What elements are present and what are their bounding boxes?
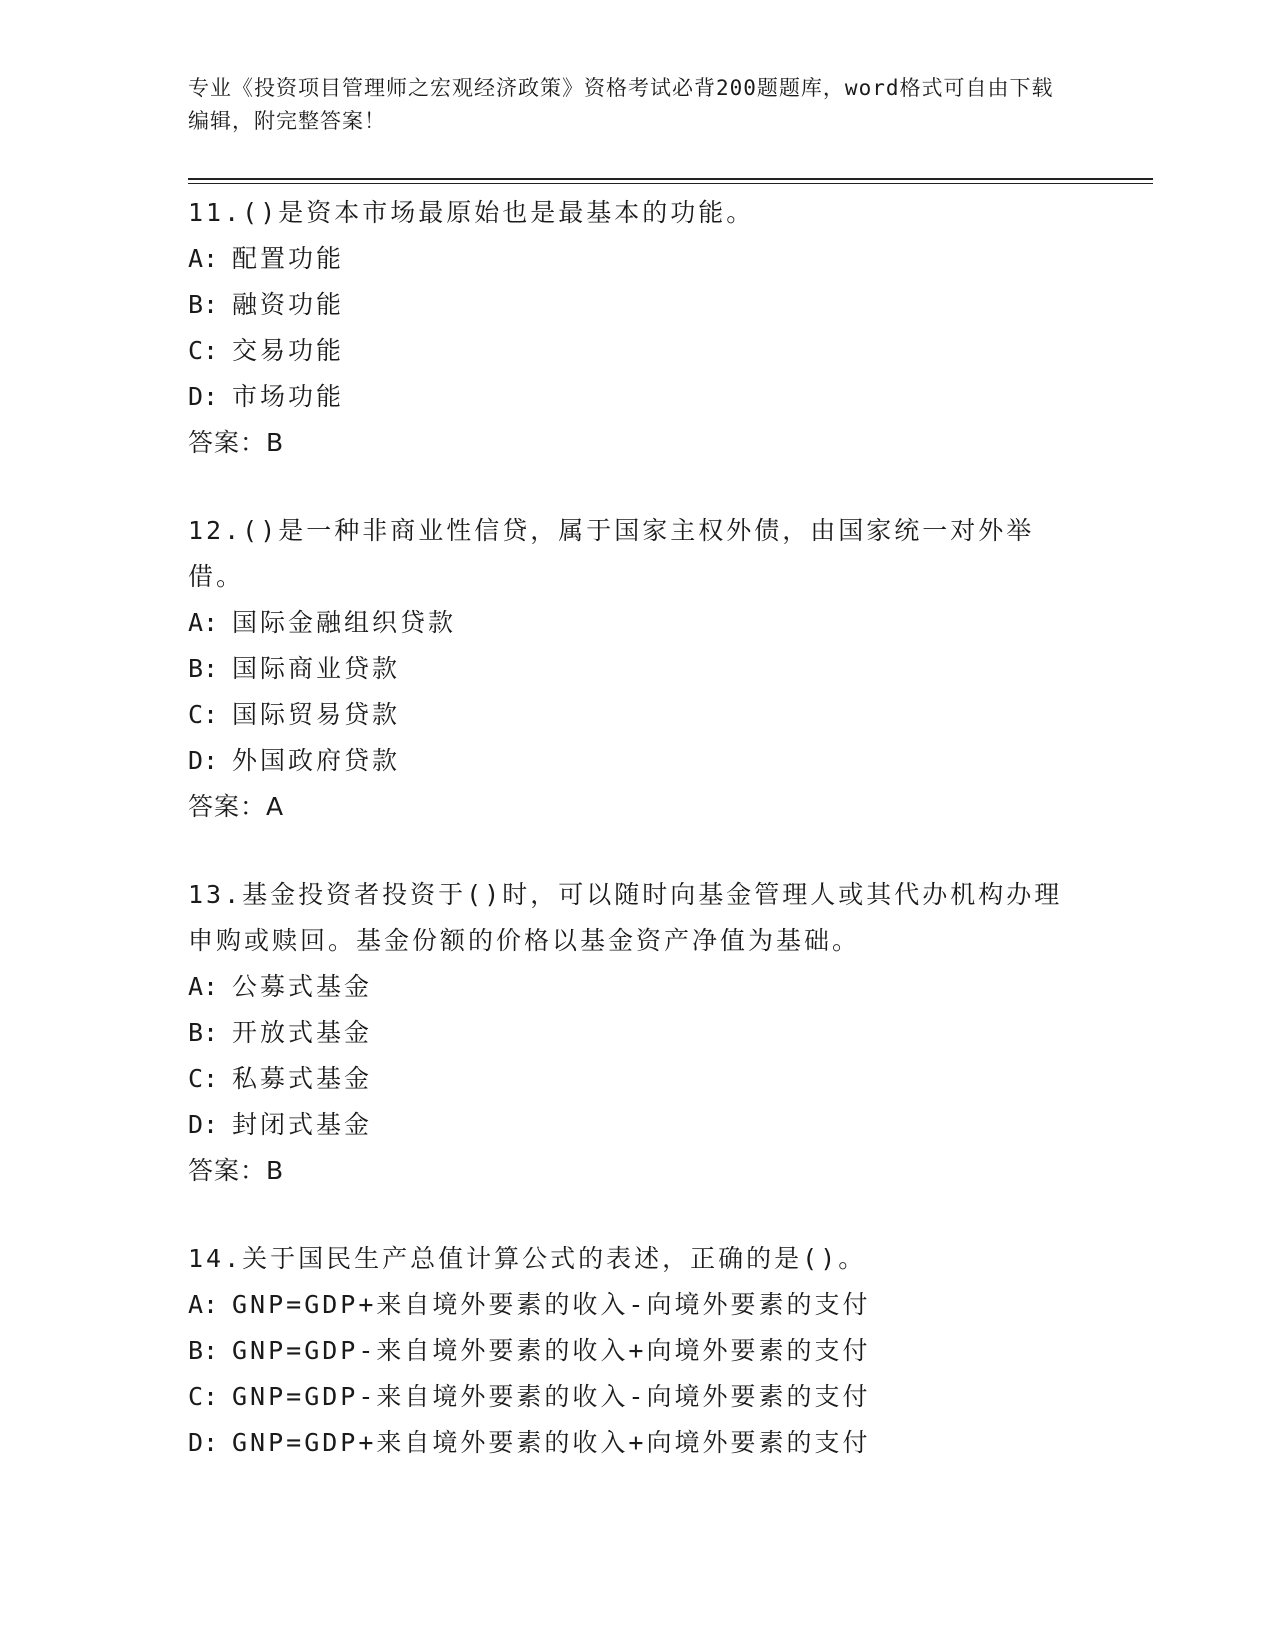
option-key: A: xyxy=(188,244,219,273)
answer-label: 答案：A xyxy=(188,792,285,821)
question-item xyxy=(188,1236,1088,1466)
option-text: 融资功能 xyxy=(232,290,345,319)
option-b xyxy=(188,1328,1088,1374)
option-c xyxy=(188,692,1088,738)
option-c xyxy=(188,328,1088,374)
document-header-title: 专业《投资项目管理师之宏观经济政策》资格考试必背200题题库，word格式可自由下载编辑，附完整答案！ xyxy=(188,76,1054,133)
option-text: 国际商业贷款 xyxy=(232,654,401,683)
option-key: B: xyxy=(188,290,219,319)
question-item xyxy=(188,872,1088,1194)
option-key: D: xyxy=(188,1110,219,1139)
answer-label: 答案：B xyxy=(188,428,285,457)
option-text: GNP=GDP+来自境外要素的收入+向境外要素的支付 xyxy=(232,1428,871,1457)
header-divider-thick xyxy=(188,178,1153,180)
option-key: A: xyxy=(188,608,219,637)
option-text: 配置功能 xyxy=(232,244,345,273)
option-text: GNP=GDP-来自境外要素的收入-向境外要素的支付 xyxy=(232,1382,871,1411)
option-key: C: xyxy=(188,336,219,365)
option-text: 外国政府贷款 xyxy=(232,746,401,775)
option-key: A: xyxy=(188,1290,219,1319)
option-b xyxy=(188,1010,1088,1056)
option-d xyxy=(188,374,1088,420)
option-d xyxy=(188,1420,1088,1466)
question-item xyxy=(188,508,1088,830)
option-key: B: xyxy=(188,1336,219,1365)
option-key: A: xyxy=(188,972,219,1001)
option-b xyxy=(188,646,1088,692)
option-text: 封闭式基金 xyxy=(232,1110,373,1139)
option-d xyxy=(188,1102,1088,1148)
option-text: 开放式基金 xyxy=(232,1018,373,1047)
option-key: B: xyxy=(188,1018,219,1047)
option-b xyxy=(188,282,1088,328)
question-item xyxy=(188,190,1088,466)
option-key: D: xyxy=(188,1428,219,1457)
option-text: 国际贸易贷款 xyxy=(232,700,401,729)
question-stem: 11.()是资本市场最原始也是最基本的功能。 xyxy=(188,198,755,227)
option-c xyxy=(188,1056,1088,1102)
option-text: 公募式基金 xyxy=(232,972,373,1001)
option-text: 私募式基金 xyxy=(232,1064,373,1093)
answer-label: 答案：B xyxy=(188,1156,285,1185)
option-key: C: xyxy=(188,700,219,729)
question-stem: 13.基金投资者投资于()时，可以随时向基金管理人或其代办机构办理申购或赎回。基金份额的价格以基金资产净值为基础。 xyxy=(188,880,1063,955)
question-stem: 14.关于国民生产总值计算公式的表述，正确的是()。 xyxy=(188,1244,867,1273)
option-d xyxy=(188,738,1088,784)
option-key: C: xyxy=(188,1382,219,1411)
option-c xyxy=(188,1374,1088,1420)
option-a xyxy=(188,600,1088,646)
header-divider-thin xyxy=(188,183,1153,184)
option-a xyxy=(188,964,1088,1010)
option-key: D: xyxy=(188,382,219,411)
option-text: 交易功能 xyxy=(232,336,345,365)
question-list xyxy=(188,190,1088,1508)
option-text: 国际金融组织贷款 xyxy=(232,608,457,637)
option-text: GNP=GDP-来自境外要素的收入+向境外要素的支付 xyxy=(232,1336,871,1365)
option-a xyxy=(188,1282,1088,1328)
option-a xyxy=(188,236,1088,282)
question-stem: 12.()是一种非商业性信贷，属于国家主权外债，由国家统一对外举借。 xyxy=(188,516,1035,591)
option-key: B: xyxy=(188,654,219,683)
option-key: C: xyxy=(188,1064,219,1093)
option-text: 市场功能 xyxy=(232,382,345,411)
option-text: GNP=GDP+来自境外要素的收入-向境外要素的支付 xyxy=(232,1290,871,1319)
option-key: D: xyxy=(188,746,219,775)
